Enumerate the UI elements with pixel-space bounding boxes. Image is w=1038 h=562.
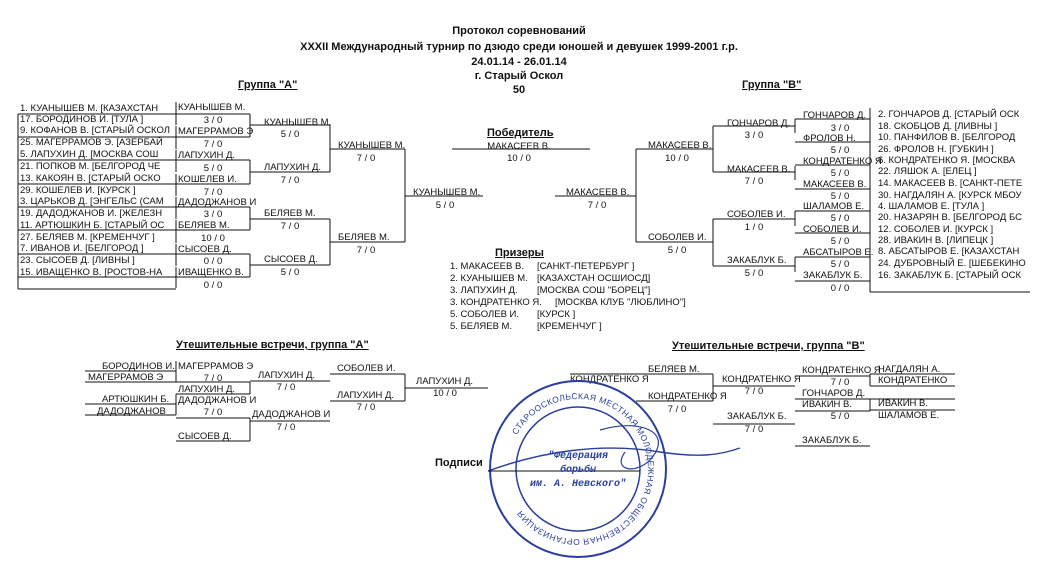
r2-winner: СОБОЛЕВ И. [727, 209, 786, 220]
entrant: 9. КОФАНОВ В. [СТАРЫЙ ОСКОЛ [20, 125, 170, 136]
consol-b-title: Утешительные встречи, группа "В" [672, 340, 865, 352]
prize-name: 3. КОНДРАТЕНКО Я. [450, 297, 542, 308]
entrant: 20. НАЗАРЯН В. [БЕЛГОРОД БС [878, 212, 1022, 223]
header-weight: 50 [512, 84, 526, 96]
signature-stroke [488, 448, 740, 471]
r2-winner: ЛАПУХИН Д. [264, 162, 322, 173]
group-a-final-winner: КУАНЫШЕВ М. [413, 187, 481, 198]
entrant: ДАДОДЖАНОВ [97, 406, 166, 417]
prize-name: 5. СОБОЛЕВ И. [450, 309, 520, 320]
entrant: 1. КУАНЫШЕВ М. [КАЗАХСТАН [20, 103, 159, 114]
r1-winner: СЫСОЕВ Д. [178, 244, 232, 255]
entrant: 26. ФРОЛОВ Н. [ГУБКИН ] [878, 144, 994, 155]
c1-winner: ГОНЧАРОВ Д. [802, 388, 866, 399]
r1-score: 3 / 0 [203, 209, 223, 220]
r2-score: 5 / 0 [280, 129, 300, 140]
entrant: 7. ИВАНОВ И. [БЕЛГОРОД ] [20, 243, 144, 254]
r1-winner: ИВАЩЕНКО В. [178, 267, 244, 278]
c1-winner: МАГЕРРАМОВ Э [178, 361, 254, 372]
c2-score: 7 / 0 [744, 424, 764, 435]
r2-winner: БЕЛЯЕВ М. [264, 208, 316, 219]
prize-club: [МОСКВА СОШ "БОРЕЦ"] [537, 285, 651, 296]
r1-score: 5 / 0 [830, 259, 850, 270]
c1-winner: ЗАКАБЛУК Б. [802, 435, 862, 446]
header-dates: 24.01.14 - 26.01.14 [471, 56, 567, 68]
r3-winner: МАКАСЕЕВ В. [648, 140, 712, 151]
r1-score: 7 / 0 [203, 139, 223, 150]
prize-club: [САНКТ-ПЕТЕРБУРГ ] [537, 261, 635, 272]
r1-score: 5 / 0 [830, 145, 850, 156]
entrant: МАГЕРРАМОВ Э [88, 372, 164, 383]
prize-name: 5. БЕЛЯЕВ М. [450, 321, 513, 332]
entrant: 18. СКОБЦОВ Д. [ЛИВНЫ ] [878, 121, 998, 132]
r1-score: 5 / 0 [830, 213, 850, 224]
c1-score: 7 / 0 [830, 377, 850, 388]
prize-club: [МОСКВА КЛУБ "ЛЮБЛИНО"] [555, 297, 686, 308]
c2-winner: ЛАПУХИН Д. [258, 370, 316, 381]
r1-score: 3 / 0 [203, 115, 223, 126]
c3-winner: КОНДРАТЕНКО Я [570, 374, 649, 385]
entrant: 23. СЫСОЕВ Д. [ЛИВНЫ ] [20, 255, 135, 266]
stamp-line-3: им. А. Невского" [529, 479, 627, 490]
group-b-title: Группа "В" [742, 79, 802, 91]
entrant: 15. ИВАЩЕНКО В. [РОСТОВ-НА [20, 267, 163, 278]
r2-winner: СЫСОЕВ Д. [264, 254, 318, 265]
entrant: 22. ЛЯШОК А. [ЕЛЕЦ ] [878, 166, 977, 177]
r1-winner: ГОНЧАРОВ Д. [803, 110, 867, 121]
header-city: г. Старый Оскол [474, 70, 564, 82]
r1-winner: СОБОЛЕВ И. [803, 224, 862, 235]
winner-title: Победитель [487, 127, 554, 139]
r1-winner: КУАНЫШЕВ М. [178, 102, 246, 113]
r2-winner: КУАНЫШЕВ М. [264, 117, 332, 128]
r2-score: 5 / 0 [744, 268, 764, 279]
c3-score: 7 / 0 [667, 404, 687, 415]
r1-score: 0 / 0 [203, 256, 223, 267]
group-b-final-score: 7 / 0 [587, 200, 607, 211]
r3-score: 5 / 0 [667, 245, 687, 256]
prize-name: 3. ЛАПУХИН Д. [450, 285, 518, 296]
r2-score: 7 / 0 [280, 221, 300, 232]
r1-winner: АБСАТЫРОВ Е. [803, 247, 874, 258]
c1-score: 7 / 0 [203, 407, 223, 418]
group-a-title: Группа "А" [238, 79, 298, 91]
r1-winner: КОШЕЛЕВ И. [178, 174, 237, 185]
r1-score: 5 / 0 [830, 236, 850, 247]
entrant: 3. ЦАРЬКОВ Д. [ЭНГЕЛЬС (САМ [20, 196, 164, 207]
r1-score: 3 / 0 [830, 123, 850, 134]
entrant: ИВАКИН В. [878, 398, 929, 409]
r1-winner: ФРОЛОВ Н. [803, 133, 856, 144]
entrant: 16. ЗАКАБЛУК Б. [СТАРЫЙ ОСК [878, 270, 1021, 281]
consol-a-final-winner: ЛАПУХИН Д. [416, 376, 474, 387]
r2-winner: ЗАКАБЛУК Б. [727, 255, 787, 266]
entrant: 11. АРТЮШКИН Б. [СТАРЫЙ ОС [20, 220, 165, 231]
c2-score: 7 / 0 [744, 386, 764, 397]
c1-winner: ДАДОДЖАНОВ И [178, 395, 257, 406]
r3-score: 7 / 0 [356, 153, 376, 164]
r2-score: 5 / 0 [280, 267, 300, 278]
consol-a-final-score: 10 / 0 [433, 388, 457, 399]
entrant: 13. КАКОЯН В. [СТАРЫЙ ОСКО [20, 173, 161, 184]
r1-score: 5 / 0 [203, 163, 223, 174]
prize-club: [КАЗАХСТАН ОСШИОСД] [537, 273, 651, 284]
r1-score: 10 / 0 [201, 233, 225, 244]
entrant: 27. БЕЛЯЕВ М. [КРЕМЕНЧУГ ] [20, 232, 155, 243]
r3-score: 7 / 0 [356, 245, 376, 256]
r1-winner: БЕЛЯЕВ М. [178, 220, 230, 231]
r1-winner: ЗАКАБЛУК Б. [803, 270, 863, 281]
r1-winner: ДАДОДЖАНОВ И [178, 197, 257, 208]
c1-winner: КОНДРАТЕНКО Я [802, 365, 881, 376]
prizes-title: Призеры [495, 247, 544, 259]
entrant: АРТЮШКИН Б. [102, 394, 170, 405]
stamp-line-1: "Федерация [547, 451, 609, 462]
r3-score: 10 / 0 [665, 153, 689, 164]
c3-winner: ЛАПУХИН Д. [337, 390, 395, 401]
c3-winner: КОНДРАТЕНКО Я [648, 391, 727, 402]
r1-score: 5 / 0 [830, 168, 850, 179]
entrant: 14. МАКАСЕЕВ В. [САНКТ-ПЕТЕ [878, 178, 1023, 189]
c1-winner: ЛАПУХИН Д. [178, 384, 236, 395]
entrant: 8. АБСАТЫРОВ Е. [КАЗАХСТАН [878, 246, 1020, 257]
r1-winner: ЛАПУХИН Д. [178, 150, 236, 161]
prize-club: [КУРСК ] [537, 309, 576, 320]
winner-name: МАКАСЕЕВ В. [487, 141, 551, 152]
prize-name: 1. МАКАСЕЕВ В. [450, 261, 524, 272]
c1-score: 5 / 0 [830, 411, 850, 422]
winner-score: 10 / 0 [507, 153, 531, 164]
r1-score: 0 / 0 [203, 280, 223, 291]
r1-winner: ШАЛАМОВ Е. [803, 201, 865, 212]
r2-score: 7 / 0 [744, 176, 764, 187]
r1-score: 7 / 0 [203, 187, 223, 198]
group-a-final-score: 5 / 0 [435, 200, 455, 211]
r1-score: 5 / 0 [830, 191, 850, 202]
stamp-ring-text: СТАРООСКОЛЬСКАЯ МЕСТНАЯ МОЛОДЕЖНАЯ ОБЩЕСТВЕННАЯ ОРГАНИЗАЦИЯ [509, 390, 657, 548]
group-b-final-winner: МАКАСЕЕВ В. [566, 187, 630, 198]
r2-score: 3 / 0 [744, 130, 764, 141]
r2-winner: ГОНЧАРОВ Д. [727, 118, 791, 129]
entrant: 6. КОНДРАТЕНКО Я. [МОСКВА [878, 155, 1016, 166]
entrant: 10. ПАНФИЛОВ В. [БЕЛГОРОД [878, 132, 1016, 143]
entrant: 17. БОРОДИНОВ И. [ТУЛА ] [20, 114, 144, 125]
signature-label: Подписи [435, 457, 483, 469]
c1-winner: ИВАКИН В. [802, 399, 853, 410]
c2-score: 7 / 0 [276, 382, 296, 393]
stamp-line-2: борьбы [559, 465, 597, 476]
consol-a-title: Утешительные встречи, группа "А" [176, 339, 369, 351]
r1-winner: МАКАСЕЕВ В. [803, 179, 867, 190]
r3-winner: БЕЛЯЕВ М. [338, 232, 390, 243]
r2-score: 1 / 0 [744, 222, 764, 233]
entrant: 5. ЛАПУХИН Д. [МОСКВА СОШ [20, 149, 159, 160]
c1-score: 7 / 0 [203, 373, 223, 384]
c3-winner: БЕЛЯЕВ М. [648, 364, 700, 375]
c3-score: 7 / 0 [356, 402, 376, 413]
entrant: 12. СОБОЛЕВ И. [КУРСК ] [878, 224, 994, 235]
header-tournament: XXXII Международный турнир по дзюдо среди юношей и девушек 1999-2001 г.р. [300, 41, 738, 53]
c2-winner: ДАДОДЖАНОВ И [252, 409, 331, 420]
entrant: ШАЛАМОВ Е. [878, 410, 940, 421]
entrant: 30. НАГДАЛЯН А. [КУРСК МБОУ [878, 190, 1022, 201]
entrant: 29. КОШЕЛЕВ И. [КУРСК ] [20, 185, 136, 196]
entrant: КОНДРАТЕНКО [878, 375, 948, 386]
entrant: НАГДАЛЯН А. [878, 364, 941, 375]
header-title: Протокол соревнований [452, 25, 586, 37]
entrant: БОРОДИНОВ И. [102, 361, 175, 372]
r1-score: 0 / 0 [830, 283, 850, 294]
r1-winner: КОНДРАТЕНКО Я [803, 156, 882, 167]
entrant: 4. ШАЛАМОВ Е. [ТУЛА ] [878, 201, 985, 212]
c2-winner: КОНДРАТЕНКО Я [722, 374, 801, 385]
c2-winner: ЗАКАБЛУК Б. [727, 411, 787, 422]
r3-winner: КУАНЫШЕВ М. [338, 140, 406, 151]
entrant: 19. ДАДОДЖАНОВ И. [ЖЕЛЕЗН [20, 208, 163, 219]
r2-winner: МАКАСЕЕВ В. [727, 164, 791, 175]
prize-club: [КРЕМЕНЧУГ ] [537, 321, 602, 332]
r1-winner: МАГЕРРАМОВ Э [178, 126, 254, 137]
c1-winner: СЫСОЕВ Д. [178, 431, 232, 442]
c2-score: 7 / 0 [276, 422, 296, 433]
entrant: 24. ДУБРОВНЫЙ Е. [ШЕБЕКИНО [878, 258, 1026, 269]
c3-winner: СОБОЛЕВ И. [337, 363, 396, 374]
entrant: 28. ИВАКИН В. [ЛИПЕЦК ] [878, 235, 994, 246]
entrant: 2. ГОНЧАРОВ Д. [СТАРЫЙ ОСК [878, 109, 1020, 120]
prize-name: 2. КУАНЫШЕВ М. [450, 273, 528, 284]
r2-score: 7 / 0 [280, 175, 300, 186]
entrant: 25. МАГЕРРАМОВ Э. [АЗЕРБАЙ [20, 137, 163, 148]
entrant: 21. ПОПКОВ М. [БЕЛГОРОД ЧЕ [20, 161, 161, 172]
r3-winner: СОБОЛЕВ И. [648, 232, 707, 243]
